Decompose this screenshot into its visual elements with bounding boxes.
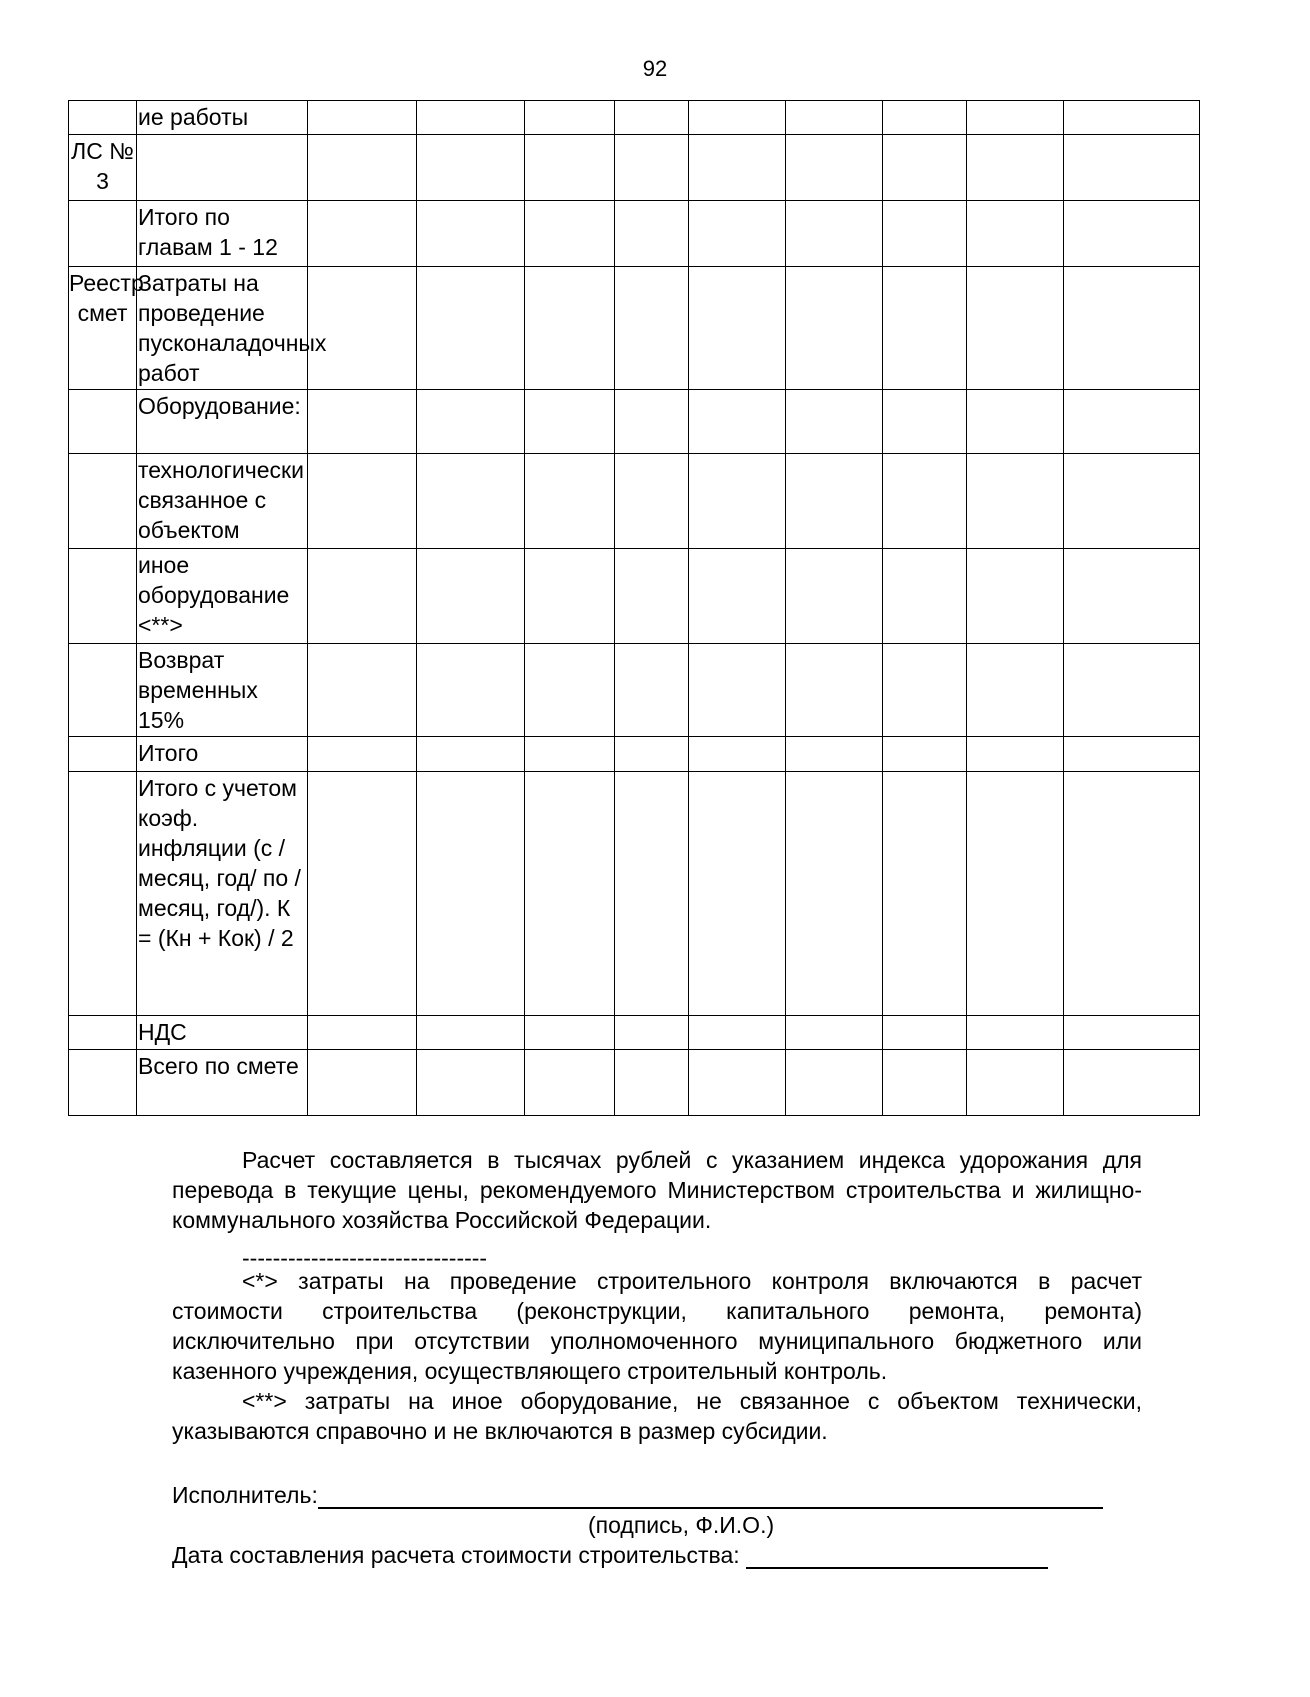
date-row <box>172 1540 1048 1569</box>
table-cell-empty <box>689 1016 786 1050</box>
table-cell-empty <box>417 644 525 737</box>
signature-caption: (подпись, Ф.И.О.) <box>588 1512 775 1538</box>
table-cell-name: Возврат временных 15% <box>137 644 308 737</box>
table-cell-empty <box>1064 201 1200 267</box>
executor-label: Исполнитель: <box>172 1482 318 1508</box>
table-cell-empty <box>967 772 1064 1016</box>
table-cell-empty <box>689 772 786 1016</box>
table-cell-empty <box>615 1016 689 1050</box>
table-cell-empty <box>308 737 417 772</box>
table-cell-empty <box>1064 390 1200 454</box>
table-cell-empty <box>615 772 689 1016</box>
table-cell-empty <box>786 390 883 454</box>
table-cell-name <box>137 135 308 201</box>
table-cell-empty <box>967 201 1064 267</box>
table-cell-empty <box>308 390 417 454</box>
table-cell-code <box>69 737 137 772</box>
table-cell-empty <box>525 1050 615 1116</box>
table-cell-empty <box>786 454 883 549</box>
table-row <box>69 644 1200 737</box>
table-cell-empty <box>883 135 967 201</box>
table-cell-code: Реестр смет <box>69 267 137 390</box>
table-cell-empty <box>786 267 883 390</box>
table-cell-empty <box>525 454 615 549</box>
table-cell-code <box>69 644 137 737</box>
table-cell-empty <box>689 267 786 390</box>
table-cell-name: Всего по смете <box>137 1050 308 1116</box>
table-cell-empty <box>1064 454 1200 549</box>
table-cell-empty <box>786 1050 883 1116</box>
table-cell-empty <box>689 454 786 549</box>
table-row <box>69 772 1200 1016</box>
table-cell-empty <box>615 454 689 549</box>
table-cell-empty <box>689 1050 786 1116</box>
table-cell-empty <box>689 101 786 135</box>
footnotes <box>172 1266 1142 1446</box>
table-cell-empty <box>786 101 883 135</box>
table-cell-empty <box>786 549 883 644</box>
table-cell-name: технологически связанное с объектом <box>137 454 308 549</box>
table-cell-empty <box>308 201 417 267</box>
executor-row <box>172 1480 1103 1509</box>
table-cell-empty <box>1064 267 1200 390</box>
table-cell-empty <box>786 1016 883 1050</box>
table-cell-code <box>69 101 137 135</box>
table-cell-empty <box>417 1050 525 1116</box>
table-row <box>69 549 1200 644</box>
table-cell-empty <box>967 135 1064 201</box>
table-row <box>69 267 1200 390</box>
table-cell-empty <box>308 135 417 201</box>
table-cell-empty <box>967 101 1064 135</box>
executor-signature-line[interactable] <box>318 1480 1103 1509</box>
table-row <box>69 390 1200 454</box>
table-cell-code <box>69 201 137 267</box>
table-cell-empty <box>967 1050 1064 1116</box>
footnote-1: <*> затраты на проведение строительного контроля включаются в расчет стоимости строительства (реконструкции, капитального ремонта, ремонта) исключительно при отсутствии уполномоченного муниципального бюджетного или казенного учреждения, осуществляющего строительный контроль. <box>172 1268 1142 1384</box>
table-cell-code <box>69 454 137 549</box>
table-cell-empty <box>883 1016 967 1050</box>
table-row <box>69 101 1200 135</box>
table-cell-empty <box>525 201 615 267</box>
budget-table <box>68 100 1200 1116</box>
table-cell-code <box>69 1050 137 1116</box>
table-cell-empty <box>615 1050 689 1116</box>
table-cell-empty <box>525 772 615 1016</box>
table-cell-empty <box>525 267 615 390</box>
date-line[interactable] <box>746 1540 1048 1569</box>
table-cell-empty <box>786 772 883 1016</box>
main-paragraph <box>172 1145 1142 1235</box>
table-cell-empty <box>417 101 525 135</box>
page-number: 92 <box>642 56 668 81</box>
table-cell-code: ЛС № 3 <box>69 135 137 201</box>
table-cell-empty <box>689 737 786 772</box>
table-cell-empty <box>417 135 525 201</box>
table-cell-empty <box>1064 772 1200 1016</box>
table-cell-empty <box>417 772 525 1016</box>
table-cell-empty <box>525 135 615 201</box>
table-cell-empty <box>417 737 525 772</box>
table-cell-empty <box>1064 101 1200 135</box>
table-cell-empty <box>615 101 689 135</box>
table-cell-empty <box>967 454 1064 549</box>
table-cell-empty <box>689 549 786 644</box>
table-cell-empty <box>615 135 689 201</box>
table-cell-empty <box>525 390 615 454</box>
table-cell-empty <box>525 101 615 135</box>
table-cell-name: Затраты на проведение пусконаладочных работ <box>137 267 308 390</box>
table-cell-empty <box>786 737 883 772</box>
table-cell-code <box>69 772 137 1016</box>
table-cell-empty <box>883 737 967 772</box>
table-cell-empty <box>786 644 883 737</box>
table-cell-code <box>69 390 137 454</box>
table-cell-empty <box>417 267 525 390</box>
table-cell-empty <box>308 267 417 390</box>
table-cell-empty <box>689 390 786 454</box>
budget-table-body <box>69 101 1200 1116</box>
table-cell-empty <box>883 644 967 737</box>
table-cell-empty <box>615 390 689 454</box>
table-cell-empty <box>1064 1050 1200 1116</box>
table-cell-empty <box>525 644 615 737</box>
table-cell-empty <box>308 1050 417 1116</box>
table-cell-name: Итого по главам 1 - 12 <box>137 201 308 267</box>
table-cell-code <box>69 549 137 644</box>
table-cell-name: иное оборудование <**> <box>137 549 308 644</box>
table-cell-empty <box>967 644 1064 737</box>
table-cell-empty <box>883 772 967 1016</box>
table-cell-empty <box>1064 644 1200 737</box>
table-cell-empty <box>883 549 967 644</box>
table-cell-empty <box>967 267 1064 390</box>
table-cell-empty <box>417 549 525 644</box>
table-cell-name: Оборудование: <box>137 390 308 454</box>
table-cell-empty <box>1064 549 1200 644</box>
table-cell-empty <box>689 201 786 267</box>
date-label: Дата составления расчета стоимости строительства: <box>172 1542 740 1568</box>
table-cell-code <box>69 1016 137 1050</box>
table-cell-empty <box>967 549 1064 644</box>
table-row <box>69 454 1200 549</box>
table-cell-empty <box>883 454 967 549</box>
table-cell-empty <box>308 644 417 737</box>
table-cell-name: Итого с учетом коэф. инфляции (с /месяц, год/ по /месяц, год/). К = (Кн + Кок) / 2 <box>137 772 308 1016</box>
table-cell-empty <box>417 1016 525 1050</box>
table-cell-empty <box>883 267 967 390</box>
table-cell-empty <box>1064 737 1200 772</box>
table-cell-empty <box>615 644 689 737</box>
table-cell-empty <box>308 454 417 549</box>
table-cell-empty <box>417 201 525 267</box>
table-cell-name: Итого <box>137 737 308 772</box>
table-row <box>69 1016 1200 1050</box>
table-cell-empty <box>786 201 883 267</box>
table-cell-empty <box>1064 135 1200 201</box>
table-cell-empty <box>967 390 1064 454</box>
table-row <box>69 1050 1200 1116</box>
table-cell-empty <box>417 390 525 454</box>
table-cell-empty <box>615 549 689 644</box>
table-cell-empty <box>308 101 417 135</box>
table-cell-empty <box>417 454 525 549</box>
table-cell-empty <box>883 390 967 454</box>
table-row <box>69 737 1200 772</box>
table-cell-empty <box>525 1016 615 1050</box>
table-cell-empty <box>615 201 689 267</box>
table-cell-empty <box>525 549 615 644</box>
table-cell-empty <box>786 135 883 201</box>
footnote-separator: -------------------------------- <box>242 1245 488 1271</box>
table-cell-empty <box>883 201 967 267</box>
table-cell-empty <box>689 135 786 201</box>
table-cell-empty <box>967 1016 1064 1050</box>
table-cell-empty <box>615 737 689 772</box>
table-cell-empty <box>615 267 689 390</box>
table-cell-empty <box>883 101 967 135</box>
table-cell-empty <box>689 644 786 737</box>
table-cell-empty <box>308 772 417 1016</box>
table-cell-empty <box>308 549 417 644</box>
table-cell-empty <box>525 737 615 772</box>
footnote-2: <**> затраты на иное оборудование, не связанное с объектом технически, указываются справочно и не включаются в размер субсидии. <box>172 1388 1142 1444</box>
para-calculation-note: Расчет составляется в тысячах рублей с указанием индекса удорожания для перевода в текущие цены, рекомендуемого Министерством строительства и жилищно-коммунального хозяйства Российской Федерации. <box>172 1147 1142 1233</box>
table-row <box>69 201 1200 267</box>
table-cell-empty <box>883 1050 967 1116</box>
table-cell-empty <box>1064 1016 1200 1050</box>
table-row <box>69 135 1200 201</box>
table-cell-empty <box>967 737 1064 772</box>
table-cell-empty <box>308 1016 417 1050</box>
table-cell-name: ие работы <box>137 101 308 135</box>
table-cell-name: НДС <box>137 1016 308 1050</box>
